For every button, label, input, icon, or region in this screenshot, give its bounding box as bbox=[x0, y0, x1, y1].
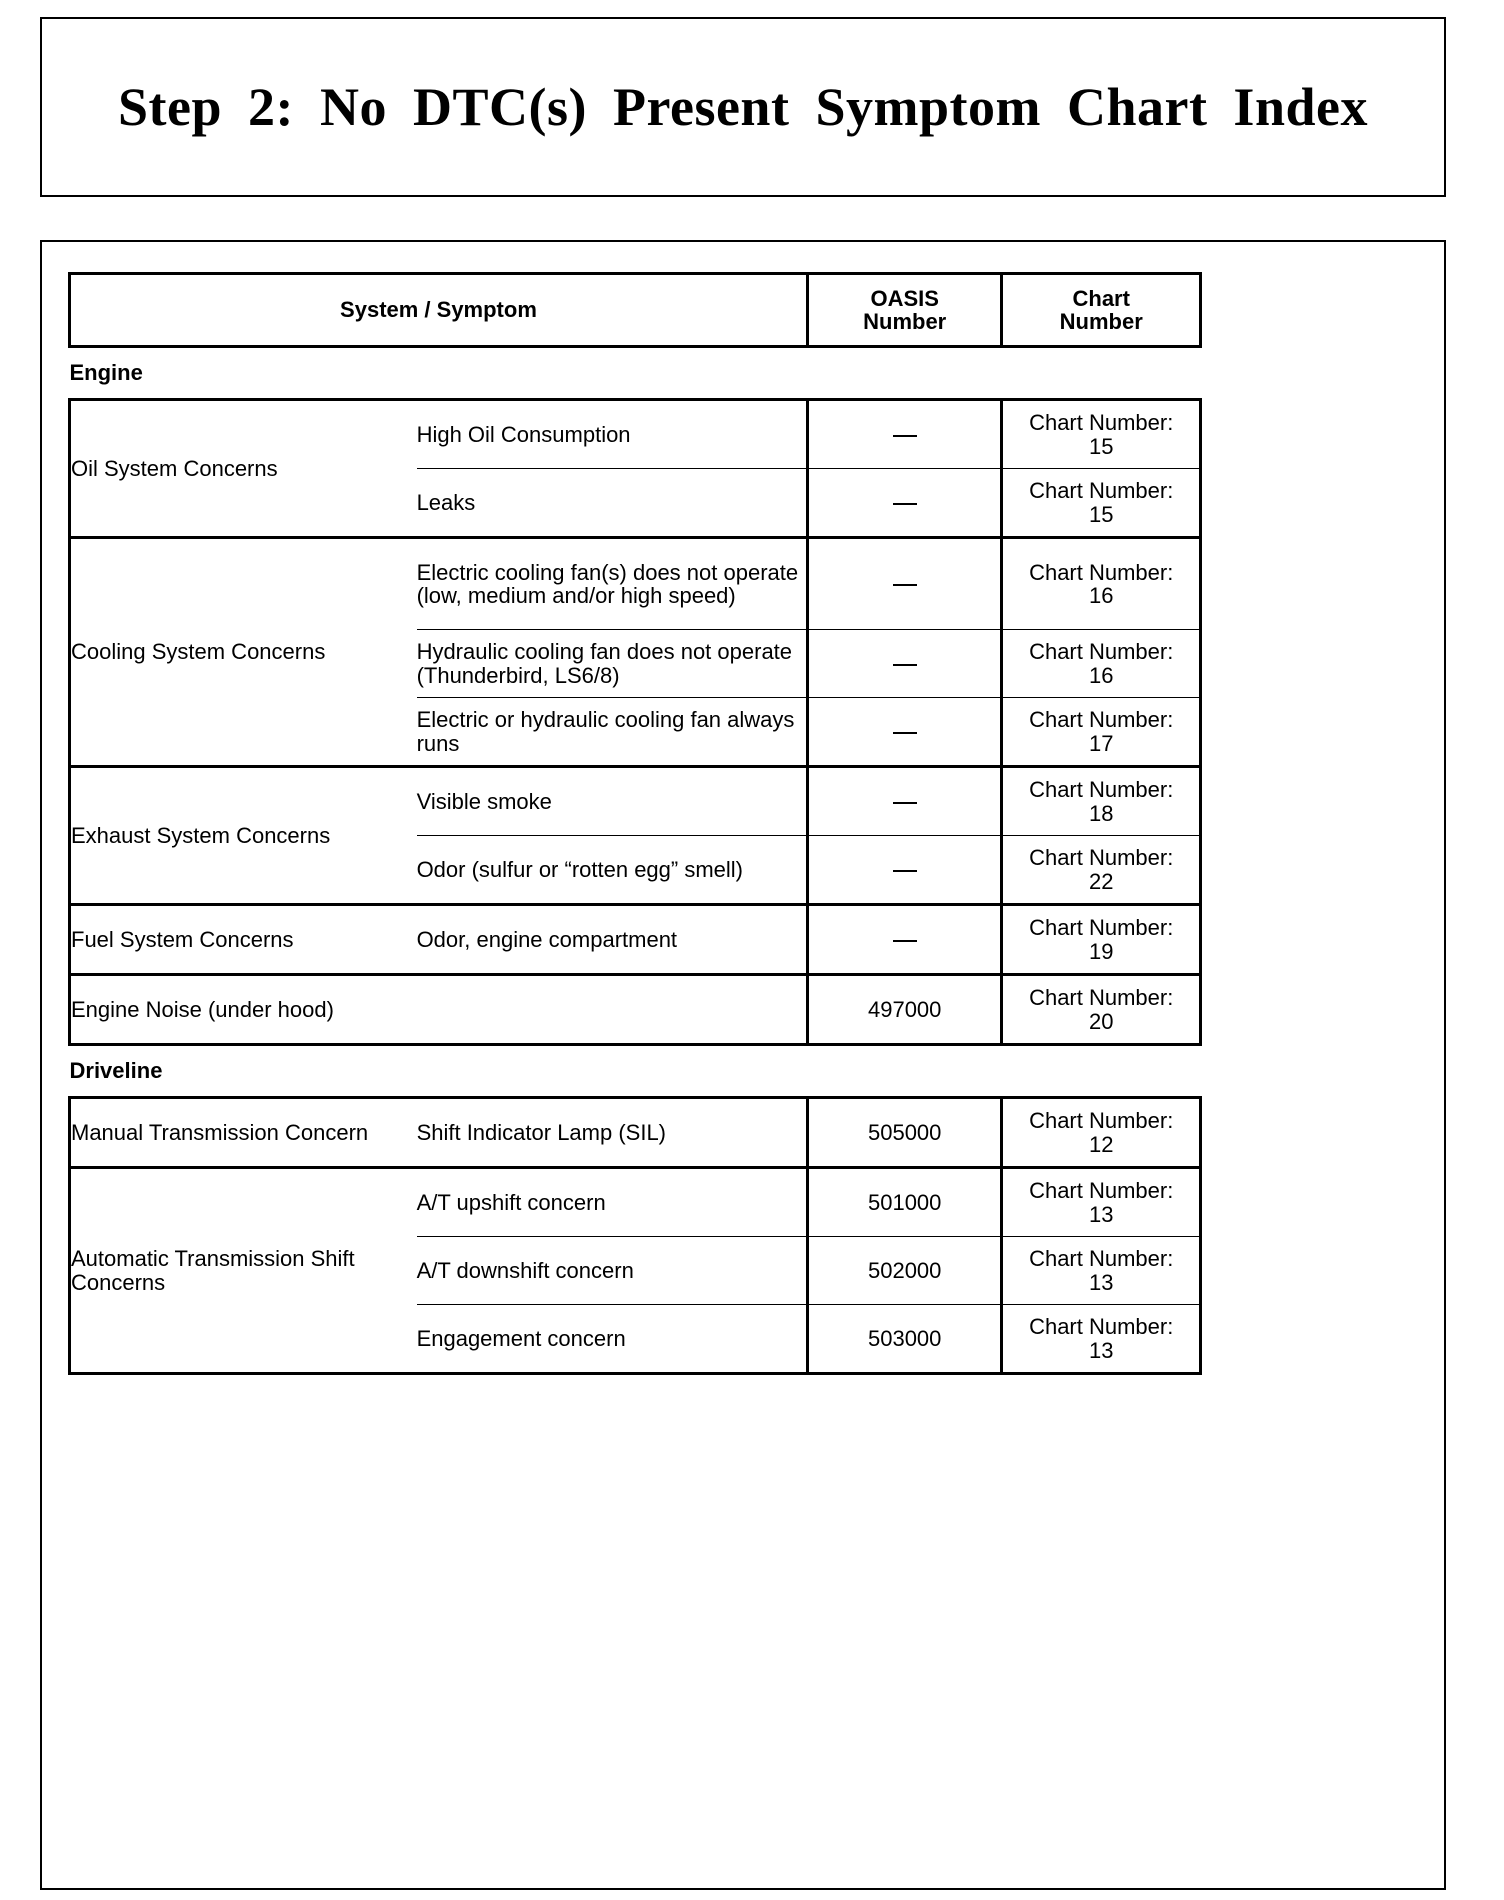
page-title: Step 2: No DTC(s) Present Symptom Chart Index bbox=[118, 77, 1368, 137]
chart-cell: Chart Number: 22 bbox=[1002, 836, 1201, 905]
title-box bbox=[40, 17, 1446, 197]
table-row bbox=[70, 400, 1201, 469]
chart-cell: Chart Number: 13 bbox=[1002, 1237, 1201, 1305]
symptom-cell: Odor (sulfur or “rotten egg” smell) bbox=[417, 836, 808, 905]
chart-cell: Chart Number: 13 bbox=[1002, 1168, 1201, 1237]
oasis-cell bbox=[807, 905, 1002, 975]
oasis-cell: 503000 bbox=[807, 1305, 1002, 1374]
symptom-cell: A/T upshift concern bbox=[417, 1168, 808, 1237]
symptom-chart-index-table bbox=[68, 272, 1202, 1375]
system-cell: Cooling System Concerns bbox=[70, 538, 417, 767]
chart-cell: Chart Number: 18 bbox=[1002, 767, 1201, 836]
table-row bbox=[70, 905, 1201, 975]
oasis-cell: 497000 bbox=[807, 975, 1002, 1045]
symptom-cell: Engagement concern bbox=[417, 1305, 808, 1374]
chart-cell: Chart Number: 15 bbox=[1002, 400, 1201, 469]
chart-cell: Chart Number: 20 bbox=[1002, 975, 1201, 1045]
symptom-cell: Odor, engine compartment bbox=[417, 905, 808, 975]
symptom-cell: Electric or hydraulic cooling fan always runs bbox=[417, 698, 808, 767]
oasis-cell: 505000 bbox=[807, 1098, 1002, 1168]
system-cell: Automatic Transmission Shift Concerns bbox=[70, 1168, 417, 1374]
header-oasis-number: OASIS Number bbox=[807, 274, 1002, 347]
chart-cell: Chart Number: 12 bbox=[1002, 1098, 1201, 1168]
symptom-cell: Leaks bbox=[417, 469, 808, 538]
oasis-cell bbox=[807, 400, 1002, 469]
system-cell: Fuel System Concerns bbox=[70, 905, 417, 975]
dash-mark bbox=[893, 435, 917, 437]
system-cell: Engine Noise (under hood) bbox=[70, 975, 808, 1045]
system-cell: Exhaust System Concerns bbox=[70, 767, 417, 905]
system-cell: Oil System Concerns bbox=[70, 400, 417, 538]
chart-cell: Chart Number: 19 bbox=[1002, 905, 1201, 975]
chart-cell: Chart Number: 16 bbox=[1002, 538, 1201, 630]
symptom-cell: Visible smoke bbox=[417, 767, 808, 836]
chart-cell: Chart Number: 15 bbox=[1002, 469, 1201, 538]
table-row bbox=[70, 767, 1201, 836]
symptom-cell: A/T downshift concern bbox=[417, 1237, 808, 1305]
oasis-cell bbox=[807, 469, 1002, 538]
oasis-cell bbox=[807, 767, 1002, 836]
table-row bbox=[70, 1098, 1201, 1168]
table-header bbox=[70, 274, 1201, 347]
section-driveline bbox=[70, 1045, 1201, 1098]
symptom-index-panel bbox=[40, 240, 1446, 1890]
chart-cell: Chart Number: 13 bbox=[1002, 1305, 1201, 1374]
symptom-cell: High Oil Consumption bbox=[417, 400, 808, 469]
dash-mark bbox=[893, 664, 917, 666]
system-cell: Manual Transmission Concern bbox=[70, 1098, 417, 1168]
header-chart-number: Chart Number bbox=[1002, 274, 1201, 347]
dash-mark bbox=[893, 870, 917, 872]
table-row bbox=[70, 1168, 1201, 1237]
symptom-cell: Hydraulic cooling fan does not operate (Thunderbird, LS6/8) bbox=[417, 630, 808, 698]
dash-mark bbox=[893, 584, 917, 586]
dash-mark bbox=[893, 802, 917, 804]
dash-mark bbox=[893, 503, 917, 505]
oasis-cell bbox=[807, 630, 1002, 698]
oasis-cell bbox=[807, 836, 1002, 905]
section-label: Engine bbox=[69, 360, 143, 385]
section-label: Driveline bbox=[69, 1058, 163, 1083]
symptom-cell: Shift Indicator Lamp (SIL) bbox=[417, 1098, 808, 1168]
header-system-symptom: System / Symptom bbox=[70, 274, 808, 347]
table-row bbox=[70, 975, 1201, 1045]
chart-cell: Chart Number: 16 bbox=[1002, 630, 1201, 698]
symptom-cell: Electric cooling fan(s) does not operate (low, medium and/or high speed) bbox=[417, 538, 808, 630]
oasis-cell: 502000 bbox=[807, 1237, 1002, 1305]
oasis-cell bbox=[807, 538, 1002, 630]
oasis-cell bbox=[807, 698, 1002, 767]
dash-mark bbox=[893, 732, 917, 734]
dash-mark bbox=[893, 940, 917, 942]
table-row bbox=[70, 538, 1201, 630]
section-engine bbox=[70, 347, 1201, 400]
chart-cell: Chart Number: 17 bbox=[1002, 698, 1201, 767]
oasis-cell: 501000 bbox=[807, 1168, 1002, 1237]
